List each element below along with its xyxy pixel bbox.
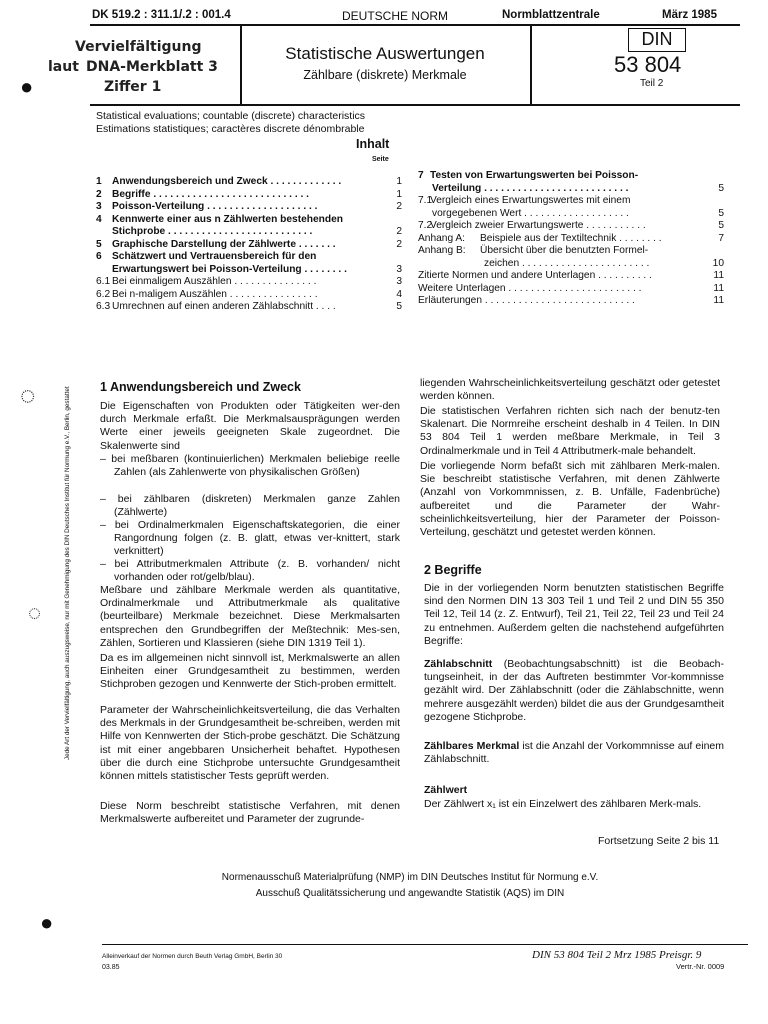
toc-entry	[96, 301, 402, 314]
toc-entry-title: Graphische Darstellung der Zählwerte . . . . . . .	[112, 238, 336, 250]
toc-entry	[96, 289, 402, 302]
din-number: 53 804	[614, 52, 682, 77]
toc-entry-title: Zitierte Normen und andere Unterlagen . . . . . . . . . .	[418, 270, 652, 281]
toc-entry-title: Erläuterungen . . . . . . . . . . . . . . . . . . . . . . . . . . .	[418, 295, 635, 306]
toc-entry-title: Testen von Erwartungswerten bei Poisson-	[430, 170, 639, 181]
french-title: Estimations statistiques; caractères discrete dénombrable	[96, 123, 365, 135]
document-title: Statistische Auswertungen	[285, 44, 485, 63]
deutsche-norm-label: DEUTSCHE NORM	[342, 9, 449, 23]
definition-zaehlwert: Der Zählwert x₁ ist ein Einzelwert des zählbaren Merk-mals.	[424, 798, 702, 810]
punch-hole-top: ●	[20, 74, 34, 99]
term-zaehlwert: Zählwert	[424, 784, 468, 796]
toc-entry-page: 7	[718, 232, 724, 244]
punch-hole-bottom: ●	[40, 910, 54, 935]
toc-entry-page: 11	[713, 270, 724, 281]
toc-entry-number: 3	[96, 201, 102, 212]
toc-entry	[418, 220, 724, 233]
toc-entry	[418, 170, 724, 183]
toc-entry-title: Begriffe . . . . . . . . . . . . . . . . . . . . . . . . . . . .	[112, 188, 309, 200]
toc-entry-page: 4	[396, 288, 402, 300]
toc-entry-title: zeichen . . . . . . . . . . . . . . . . . . . . . . .	[484, 257, 650, 269]
toc-entry-title: Bei einmaligem Auszählen . . . . . . . . . . . . . . .	[112, 276, 317, 287]
toc-entry	[96, 214, 402, 227]
toc-entry-number: 6.3	[96, 301, 111, 312]
toc-entry-page: 3	[396, 263, 402, 275]
footer-rule	[102, 944, 748, 945]
section-1-paragraph-4: Parameter der Wahrscheinlichkeitsverteilung, die das Verhalten des Merkmals in der Grundgesamtheit be-schreiben, werden mit Hilfe von Kennwerten der Stich-probe geschätzt. Die Schätzung ist mit einer angebbaren Unsicherheit behaftet. Hypothesen über die durch eine Stichprobe untersuchte Grundgesamtheit können mittels statistischer Tests geprüft werden.	[100, 704, 400, 783]
toc-entry-title: Verteilung . . . . . . . . . . . . . . . . . . . . . . . . . .	[432, 182, 629, 194]
toc-entry-page: 3	[396, 276, 402, 287]
toc-entry-page: 5	[396, 301, 402, 312]
toc-entry-number: 1	[96, 176, 102, 187]
toc-entry-title: Bei n-maligem Auszählen . . . . . . . . . . . . . . . .	[112, 288, 318, 300]
toc-entry	[96, 239, 402, 252]
toc-entry-number: 7.2	[418, 220, 433, 231]
dk-classification: DK 519.2 : 311.1/.2 : 001.4	[92, 9, 231, 21]
toc-entry	[96, 226, 402, 239]
section-1-paragraph-8: Die vorliegende Norm befaßt sich mit zählbaren Merk-malen. Sie beschreibt statistische Verfahren, mit denen Zählwerte (Anzahl von Vorkommnissen, z. B. Unfälle, Fadenbrüche) aufbereitet und die Parameter der Wahr-scheinlichkeitsverteilung, hier der Parameter der Poisson-Verteilung, geschätzt und getestet werden können.	[420, 460, 720, 539]
alleinverkauf-note: Alleinverkauf der Normen durch Beuth Verlag GmbH, Berlin 30	[102, 953, 283, 960]
normblattzentrale-stamp: Normblattzentrale	[502, 9, 600, 21]
toc-entry-page: 11	[713, 295, 724, 306]
toc-entry	[418, 283, 724, 296]
din-logo: DIN	[628, 28, 686, 52]
toc-entry-number: 7.1	[418, 195, 433, 206]
toc-entry-number: Anhang B:	[418, 245, 466, 256]
din-part: Teil 2	[640, 78, 664, 89]
toc-entry-page: 5	[718, 220, 724, 231]
toc-entry	[96, 251, 402, 264]
bullet-ordinal: – bei Ordinalmerkmalen Eigenschaftskategorien, die einer Rangordnung folgen (z. B. glatt, etwas ver-knittert, stark verknittert)	[100, 519, 400, 558]
toc-entry-page: 2	[396, 238, 402, 250]
term-zaehlabschnitt: Zählabschnitt	[424, 658, 493, 670]
toc-entry-number: 6	[96, 251, 102, 262]
price-group-line: DIN 53 804 Teil 2 Mrz 1985 Preisgr. 9	[532, 949, 702, 961]
toc-entry-title: Poisson-Verteilung . . . . . . . . . . . . . . . . . . . .	[112, 201, 318, 212]
stamp-line-1: Vervielfältigung	[75, 39, 202, 55]
bullet-attribute: – bei Attributmerkmalen Attribute (z. B. vorhanden/ nicht vorhanden oder rot/gelb/blau).	[100, 558, 400, 584]
definition-zaehlabschnitt-text: (Beobachtungsabschnitt) ist die Beobach-tungseinheit, in der das Auftreten bestimmter Vor-kommnisse gezählt wird. Der Zählabschnitt (oder die Zählabschnitte, wenn mehrere ausgezählt werden) bildet die aus der Grundgesamtheit gezogene Stichprobe.	[424, 658, 725, 723]
title-bottom-rule	[90, 104, 740, 106]
toc-entry	[418, 245, 724, 258]
section-1-paragraph-6: liegenden Wahrscheinlichkeitsverteilung geschätzt oder getestet werden können.	[420, 377, 720, 403]
definition-zaehlabschnitt	[424, 658, 724, 724]
punch-hole-ring-lower: ◌	[28, 600, 42, 625]
title-right-rule	[530, 24, 532, 104]
toc-entry-page: 10	[712, 257, 724, 269]
toc-entry-number: 2	[96, 188, 102, 200]
toc-entry-page: 2	[396, 201, 402, 212]
section-2-heading: 2 Begriffe	[424, 563, 482, 577]
definition-zaehlbares-merkmal	[424, 740, 724, 766]
toc-entry	[96, 276, 402, 289]
term-zaehlbares-merkmal: Zählbares Merkmal	[424, 740, 520, 752]
toc-entry	[96, 264, 402, 277]
toc-entry	[418, 258, 724, 271]
continuation-note: Fortsetzung Seite 2 bis 11	[598, 835, 720, 847]
section-1-paragraph-5: Diese Norm beschreibt statistische Verfahren, mit denen Merkmalswerte aufbereitet und Parameter der zugrunde-	[100, 800, 400, 826]
issue-date: März 1985	[662, 9, 717, 21]
toc-entry-title: Erwartungswert bei Poisson-Verteilung . . . . . . . .	[112, 263, 347, 275]
toc-entry	[418, 270, 724, 283]
toc-entry-number: Anhang A:	[418, 232, 466, 244]
toc-entry-title: Schätzwert und Vertrauensbereich für den	[112, 251, 317, 262]
toc-entry-title: Vergleich eines Erwartungswertes mit einem	[430, 195, 631, 206]
toc-entry	[418, 233, 724, 246]
copyright-side-note: Jede Art der Vervielfältigung, auch auszugsweise, nur mit Genehmigung des DIN Deutsches Institut für Normung e.V., Berlin, gestattet	[64, 386, 71, 760]
section-1-heading: 1 Anwendungsbereich und Zweck	[100, 380, 301, 394]
section-1-paragraph-7: Die statistischen Verfahren richten sich nach der benutz-ten Skalenart. Die Normreihe erscheint deshalb in 4 Teilen. In DIN 53 804 Teil 1 werden meßbare Merkmale, in Teil 3 Ordinalmerkmale und in Teil 4 Attributmerk-male behandelt.	[420, 405, 720, 457]
toc-entry-number: 6.2	[96, 288, 111, 300]
toc-entry-title: Vergleich zweier Erwartungswerte . . . . . . . . . . .	[430, 220, 646, 231]
stamp-line-2b: DNA-Merkblatt 3	[86, 59, 218, 75]
toc-entry-number: 6.1	[96, 276, 111, 287]
section-1-paragraph-1: Die Eigenschaften von Produkten oder Tätigkeiten wer-den durch Merkmale erfaßt. Die Merkmalsausprägungen werden Werte einer jeweils geeigneten Skale zugeordnet. Die Skalenwerte sind	[100, 400, 400, 452]
footer-code: 03.85	[102, 964, 120, 971]
toc-entry-title: Weitere Unterlagen . . . . . . . . . . . . . . . . . . . . . . . .	[418, 282, 642, 294]
toc-entry	[418, 195, 724, 208]
toc-entry-number: 4	[96, 213, 102, 225]
toc-entry	[96, 201, 402, 214]
toc-entry-title: Stichprobe . . . . . . . . . . . . . . . . . . . . . . . . . .	[112, 226, 313, 237]
toc-entry-title: vorgegebenen Wert . . . . . . . . . . . . . . . . . . .	[432, 207, 629, 219]
toc-heading: Inhalt	[356, 137, 390, 151]
toc-entry-page: 1	[396, 188, 402, 200]
toc-entry	[418, 208, 724, 221]
toc-entry	[418, 295, 724, 308]
toc-entry-title: Anwendungsbereich und Zweck . . . . . . . . . . . . .	[112, 176, 342, 187]
english-title: Statistical evaluations; countable (discrete) characteristics	[96, 110, 366, 122]
committee-line-2: Ausschuß Qualitätssicherung und angewandte Statistik (AQS) im DIN	[255, 888, 565, 899]
header-rule	[90, 24, 740, 26]
title-left-rule	[240, 24, 242, 104]
toc-entry-number: 7	[418, 170, 424, 181]
toc-left-column	[96, 176, 402, 366]
toc-entry-title: Kennwerte einer aus n Zählwerten bestehenden	[112, 213, 343, 225]
vertriebsnummer: Vertr.-Nr. 0009	[676, 962, 725, 971]
toc-entry-page: 1	[396, 176, 402, 187]
toc-entry-page: 5	[718, 182, 724, 194]
punch-hole-ring-upper: ◌	[20, 380, 36, 410]
toc-entry	[96, 189, 402, 202]
definition-zaehlbares-merkmal-text: ist die Anzahl der Vorkommnisse auf einem Zählabschnitt.	[424, 740, 724, 766]
toc-entry-page: 11	[713, 282, 724, 294]
toc-entry-title: Übersicht über die benutzten Formel-	[480, 245, 649, 256]
stamp-line-2a: laut	[48, 59, 79, 75]
toc-entry	[418, 183, 724, 196]
bullet-countable: – bei zählbaren (diskreten) Merkmalen ganze Zahlen (Zählwerte)	[100, 493, 400, 519]
document-subtitle: Zählbare (diskrete) Merkmale	[303, 68, 467, 82]
toc-entry	[96, 176, 402, 189]
toc-entry-number: 5	[96, 238, 102, 250]
section-1-paragraph-3: Da es im allgemeinen nicht sinnvoll ist, Merkmalswerte an allen Einheiten einer Grundgesamtheit zu bestimmen, werden Stichproben gezogen und Kennwerte der Stich-proben ermittelt.	[100, 652, 400, 691]
toc-entry-page: 5	[718, 207, 724, 219]
section-1-paragraph-2: Meßbare und zählbare Merkmale werden als quantitative, Ordinalmerkmale und Attributmerkmale als qualitative (beurteilbare) Merkmale bezeichnet. Diese Merkmalsarten entsprechen den Grundbegriffen der Meßtechnik: Mes-sen, Zählen, Sortieren und Klassieren (siehe DIN 1319 Teil 1).	[100, 584, 400, 649]
toc-entry-title: Beispiele aus der Textiltechnik . . . . . . . .	[480, 232, 662, 244]
section-2-paragraph-1: Die in der vorliegenden Norm benutzten statistischen Begriffe sind den Normen DIN 13 303 Teil 1 und Teil 2 und DIN 55 350 Teil 12, Teil 14 (z. Z. Entwurf), Teil 21, Teil 22, Teil 23 und Teil 24 zu entnehmen. Außerdem gelten die nachstehend aufgeführten Begriffe:	[424, 582, 724, 647]
stamp-line-3: Ziffer 1	[104, 79, 162, 95]
toc-entry-title: Umrechnen auf einen anderen Zählabschnitt . . . .	[112, 301, 336, 312]
bullet-metric: – bei meßbaren (kontinuierlichen) Merkmalen beliebige reelle Zahlen (als Zahlenwerte von physikalischen Größen)	[100, 453, 400, 479]
toc-right-column	[418, 170, 724, 390]
toc-seite-label: Seite	[372, 156, 389, 163]
toc-entry-page: 2	[396, 226, 402, 237]
committee-line-1: Normenausschuß Materialprüfung (NMP) im DIN Deutsches Institut für Normung e.V.	[221, 872, 599, 883]
